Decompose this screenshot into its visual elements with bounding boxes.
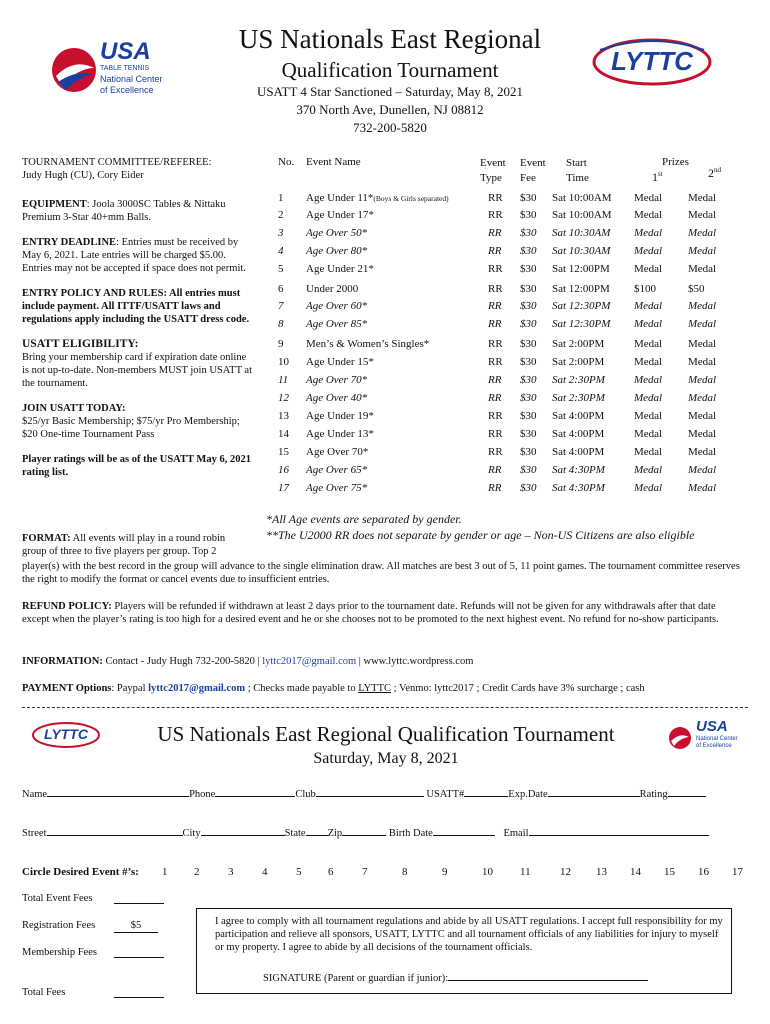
event-prize-1st: Medal [634, 263, 663, 275]
event-number-option[interactable]: 1 [162, 866, 168, 878]
registration-fees-label: Registration Fees [22, 920, 96, 931]
event-name: Age Over 60* [306, 300, 368, 312]
event-prize-2nd: Medal [688, 245, 717, 257]
event-prize-1st: Medal [634, 446, 663, 458]
usatt-field[interactable] [464, 785, 508, 797]
form-title: US Nationals East Regional Qualification Tournament [157, 722, 615, 746]
total-fees-field[interactable] [114, 997, 164, 998]
event-time: Sat 4:30PM [552, 464, 605, 476]
phone-field[interactable] [215, 785, 295, 797]
event-fee: $30 [520, 410, 537, 422]
event-type: RR [488, 428, 503, 440]
event-no: 4 [278, 245, 284, 257]
event-name: Under 2000 [306, 283, 359, 295]
event-prize-1st: Medal [634, 410, 663, 422]
circle-events-label: Circle Desired Event #’s: [22, 866, 139, 878]
committee-title: TOURNAMENT COMMITTEE/REFEREE: [22, 157, 212, 168]
event-name: Age Over 85* [306, 318, 368, 330]
event-name [306, 192, 449, 204]
event-number-option[interactable]: 17 [732, 866, 743, 878]
col-first-header: 1st [652, 170, 663, 184]
page-title: US Nationals East Regional [238, 24, 542, 54]
state-field[interactable] [306, 824, 328, 836]
event-prize-2nd: Medal [688, 227, 717, 239]
event-name: Age Over 70* [306, 446, 369, 458]
event-time: Sat 4:00PM [552, 428, 605, 440]
event-name: Age Under 15* [306, 356, 374, 368]
page-subtitle: Qualification Tournament [281, 58, 499, 82]
event-time: Sat 12:00PM [552, 263, 610, 275]
zip-field[interactable] [342, 824, 386, 836]
eligibility-section: USATT ELIGIBILITY: Bring your membership card if expiration date online is not up-to-date. Non-members MUST join USATT at the tournament. [22, 338, 253, 389]
col-event-header: Event Name [306, 156, 361, 168]
event-name: Age Under 19* [306, 410, 374, 422]
event-no: 11 [278, 374, 289, 386]
event-name: Age Over 80* [306, 245, 368, 257]
col-no-header: No. [278, 156, 295, 168]
event-fee: $30 [520, 283, 537, 295]
deadline-section: ENTRY DEADLINE: Entries must be received by May 6, 2021. Late entries will be charged $5.00. Entries may not be accepted if space does not permit. [22, 237, 246, 274]
event-no: 13 [278, 410, 289, 422]
event-name: Age Over 50* [306, 227, 368, 239]
street-field[interactable] [47, 824, 183, 836]
event-name-text: Age Under 11* [306, 192, 374, 204]
event-no: 12 [278, 392, 289, 404]
event-name: Men’s & Women’s Singles* [306, 338, 430, 350]
ratings-note: Player ratings will be as of the USATT May 6, 2021 rating list. [22, 454, 251, 478]
event-prize-1st: Medal [634, 356, 663, 368]
event-number-option[interactable]: 15 [664, 866, 675, 878]
event-type: RR [488, 318, 502, 330]
event-fee: $30 [520, 392, 537, 404]
event-time: Sat 12:30PM [552, 300, 611, 312]
form-lyttc-logo: LYTTC [30, 718, 102, 752]
col-prizes-header: Prizes [662, 156, 689, 168]
venue-phone: 732-200-5820 [353, 120, 427, 135]
event-prize-2nd: Medal [688, 392, 717, 404]
join-section: JOIN USATT TODAY: $25/yr Basic Membership; $75/yr Pro Membership; $20 One-time Tournament Pass [22, 403, 240, 440]
event-prize-2nd: Medal [688, 428, 717, 440]
event-number-option[interactable]: 8 [402, 866, 408, 878]
event-fee: $30 [520, 356, 537, 368]
event-time: Sat 10:30AM [552, 227, 611, 239]
event-type: RR [488, 283, 503, 295]
event-no: 7 [278, 300, 284, 312]
event-number-option[interactable]: 2 [194, 866, 200, 878]
event-fee: $30 [520, 464, 537, 476]
event-prize-2nd: $50 [688, 283, 705, 295]
event-fee: $30 [520, 227, 537, 239]
form-date: Saturday, May 8, 2021 [313, 750, 459, 767]
event-prize-2nd: Medal [688, 209, 717, 221]
event-no: 9 [278, 338, 284, 350]
lyttc-logo: LYTTC [590, 32, 714, 92]
agreement-text: I agree to comply with all tournament regulations and abide by all USATT regulations. I accept full responsibility for my participation and relieve all sponsors, USATT, LYTTC and all tournament officials of any liabilities for injury to myself or my property. I agree to abide by all decisions of the tournament officials. [215, 916, 723, 953]
event-time: Sat 10:00AM [552, 192, 612, 204]
event-no: 1 [278, 192, 284, 204]
sanction-line: USATT 4 Star Sanctioned – Saturday, May 8, 2021 [256, 84, 524, 99]
information-section: INFORMATION: Contact - Judy Hugh 732-200-5820 | lyttc2017@gmail.com | www.lyttc.wordpress.com [22, 656, 474, 667]
event-prize-1st: Medal [634, 192, 663, 204]
event-time: Sat 4:30PM [552, 482, 605, 494]
event-number-option[interactable]: 10 [482, 866, 493, 878]
col-type-header: Event Type [480, 157, 506, 184]
event-name: Age Over 70* [306, 374, 368, 386]
event-prize-2nd: Medal [688, 446, 717, 458]
event-fee: $30 [520, 482, 537, 494]
event-number-option[interactable]: 6 [328, 866, 334, 878]
cut-line [22, 707, 748, 708]
event-number-option[interactable]: 14 [630, 866, 641, 878]
event-prize-2nd: Medal [688, 410, 717, 422]
signature-line: SIGNATURE (Parent or guardian if junior): [263, 969, 648, 985]
event-number-option[interactable]: 4 [262, 866, 268, 878]
venue-address: 370 North Ave, Dunellen, NJ 08812 [296, 102, 484, 117]
event-prize-2nd: Medal [688, 300, 717, 312]
committee-names: Judy Hugh (CU), Cory Eider [22, 170, 144, 181]
event-no: 17 [278, 482, 289, 494]
u2000-note: **The U2000 RR does not separate by gender or age – Non-US Citizens are also eligible [266, 528, 695, 542]
event-type: RR [488, 227, 502, 239]
event-prize-1st: Medal [634, 318, 663, 330]
membership-fees-field[interactable] [114, 957, 164, 958]
event-no: 3 [278, 227, 284, 239]
event-time: Sat 4:00PM [552, 446, 605, 458]
info-sidebar [22, 156, 254, 491]
col-fee-header: Event Fee [520, 157, 546, 184]
event-type: RR [488, 410, 503, 422]
city-field[interactable] [201, 824, 285, 836]
event-type: RR [488, 392, 502, 404]
event-name: Age Under 13* [306, 428, 374, 440]
event-type: RR [488, 464, 502, 476]
event-time: Sat 2:00PM [552, 338, 605, 350]
event-time: Sat 2:30PM [552, 374, 605, 386]
refund-section: REFUND POLICY: Players will be refunded if withdrawn at least 2 days prior to the tournament date. Refunds will not be given for any withdrawals after that date except when the player’s rating is too high for a desired event and he or she chooses not to be promoted to the next highest event. No refund for no-show participants. [22, 601, 719, 625]
event-time: Sat 10:30AM [552, 245, 611, 257]
event-prize-2nd: Medal [688, 263, 717, 275]
event-prize-2nd: Medal [688, 192, 717, 204]
event-no: 6 [278, 283, 284, 295]
event-type: RR [488, 338, 503, 350]
form-usa-logo: USA National Center of Excellence [668, 716, 748, 756]
form-row-1: Name Phone Club USATT# Exp.Date Rating [22, 785, 706, 801]
event-fee: $30 [520, 318, 537, 330]
birth-date-field[interactable] [433, 824, 495, 836]
payment-section: PAYMENT Options: Paypal lyttc2017@gmail.com ; Checks made payable to LYTTC ; Venmo: lyttc2017 ; Credit Cards have 3% surcharge ; cash [22, 683, 645, 694]
total-event-fees-label: Total Event Fees [22, 893, 93, 904]
equipment-section: EQUIPMENT: Joola 3000SC Tables & Nittaku Premium 3-Star 40+mm Balls. [22, 199, 226, 223]
event-no: 15 [278, 446, 289, 458]
event-type: RR [488, 209, 503, 221]
event-number-option[interactable]: 9 [442, 866, 448, 878]
email-field[interactable] [529, 824, 709, 836]
event-prize-1st: $100 [634, 283, 656, 295]
rating-field[interactable] [668, 785, 706, 797]
event-name: Age Under 17* [306, 209, 374, 221]
policy-section: ENTRY POLICY AND RULES: All entries must include payment. All ITTF/USATT laws and regulations apply including the USATT dress code. [22, 288, 250, 325]
event-prize-1st: Medal [634, 227, 663, 239]
membership-fees-label: Membership Fees [22, 947, 97, 958]
event-fee: $30 [520, 209, 537, 221]
event-fee: $30 [520, 446, 537, 458]
usa-table-tennis-logo: USA TABLE TENNIS National Center of Excellence [48, 38, 178, 102]
event-prize-1st: Medal [634, 374, 663, 386]
event-type: RR [488, 446, 503, 458]
total-fees-label: Total Fees [22, 987, 66, 998]
event-number-option[interactable]: 16 [698, 866, 709, 878]
event-type: RR [488, 245, 502, 257]
event-fee: $30 [520, 263, 537, 275]
event-prize-1st: Medal [634, 428, 663, 440]
event-prize-1st: Medal [634, 209, 663, 221]
event-no: 16 [278, 464, 289, 476]
event-time: Sat 4:00PM [552, 410, 605, 422]
event-no: 14 [278, 428, 289, 440]
event-name: Age Under 21* [306, 263, 374, 275]
signature-field[interactable] [448, 969, 648, 981]
paypal-email-link[interactable]: lyttc2017@gmail.com [148, 683, 246, 694]
event-time: Sat 10:00AM [552, 209, 612, 221]
event-fee: $30 [520, 338, 537, 350]
event-time: Sat 12:30PM [552, 318, 611, 330]
event-fee: $30 [520, 300, 537, 312]
event-type: RR [488, 263, 503, 275]
event-time: Sat 12:00PM [552, 283, 610, 295]
event-prize-2nd: Medal [688, 338, 717, 350]
name-field[interactable] [47, 785, 189, 797]
event-type: RR [488, 482, 502, 494]
event-fee: $30 [520, 428, 537, 440]
event-no: 10 [278, 356, 289, 368]
format-section-cont: player(s) with the best record in the group will advance to the single elimination draw. All matches are best 3 out of 5, 11 point games. The tournament committee reserves the right to modify the format or cancel events due to insufficient entries. [22, 561, 740, 585]
col-second-header: 2nd [708, 166, 721, 180]
event-fee: $30 [520, 192, 537, 204]
contact-email-link[interactable]: lyttc2017@gmail.com [262, 656, 357, 667]
event-prize-1st: Medal [634, 392, 663, 404]
event-no: 8 [278, 318, 284, 330]
event-number-option[interactable]: 5 [296, 866, 302, 878]
website-link[interactable]: www.lyttc.wordpress.com [363, 656, 474, 667]
exp-date-field[interactable] [548, 785, 640, 797]
event-time: Sat 2:30PM [552, 392, 605, 404]
event-prize-1st: Medal [634, 464, 663, 476]
event-name: Age Over 65* [306, 464, 368, 476]
event-prize-2nd: Medal [688, 318, 717, 330]
event-name: Age Over 75* [306, 482, 368, 494]
event-type: RR [488, 374, 502, 386]
event-type: RR [488, 356, 503, 368]
club-field[interactable] [316, 785, 424, 797]
agreement-box [196, 908, 732, 994]
event-prize-2nd: Medal [688, 374, 717, 386]
event-number-option[interactable]: 12 [560, 866, 571, 878]
event-prize-1st: Medal [634, 300, 663, 312]
event-number-option[interactable]: 3 [228, 866, 234, 878]
event-note: (Boys & Girls separated) [373, 194, 449, 203]
event-number-option[interactable]: 7 [362, 866, 368, 878]
event-prize-1st: Medal [634, 245, 663, 257]
total-event-fees-field[interactable] [114, 903, 164, 904]
col-start-header: Start Time [566, 157, 589, 184]
event-prize-2nd: Medal [688, 464, 717, 476]
registration-fees-value: $5 [114, 919, 158, 933]
event-no: 2 [278, 209, 284, 221]
event-number-option[interactable]: 13 [596, 866, 607, 878]
event-number-option[interactable]: 11 [520, 866, 531, 878]
event-prize-2nd: Medal [688, 482, 717, 494]
event-prize-1st: Medal [634, 338, 663, 350]
event-type: RR [488, 192, 503, 204]
event-name: Age Over 40* [306, 392, 368, 404]
event-time: Sat 2:00PM [552, 356, 605, 368]
age-note: *All Age events are separated by gender. [266, 512, 462, 526]
event-fee: $30 [520, 374, 537, 386]
form-row-2: Street City State Zip Birth Date Email [22, 824, 709, 840]
event-fee: $30 [520, 245, 537, 257]
event-prize-2nd: Medal [688, 356, 717, 368]
event-type: RR [488, 300, 502, 312]
format-section: FORMAT: All events will play in a round robin group of three to five players per group. Top 2 [22, 533, 226, 557]
event-prize-1st: Medal [634, 482, 663, 494]
event-no: 5 [278, 263, 284, 275]
